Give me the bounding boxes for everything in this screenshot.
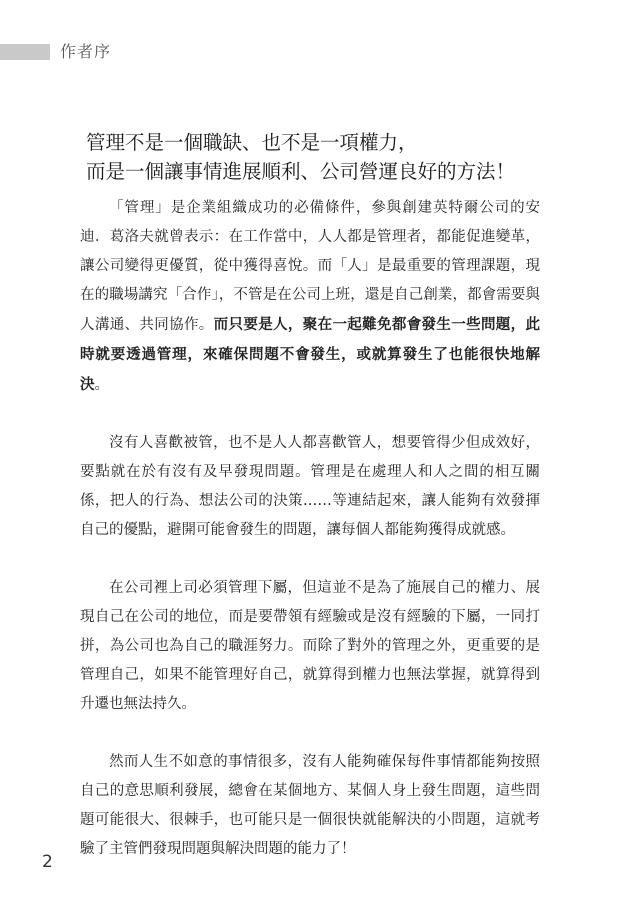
page-number: 2 <box>42 852 53 872</box>
title-line-2: 而是一個讓事情進展順利、公司營運良好的方法！ <box>86 160 516 183</box>
paragraph-4: 然而人生不如意的事情很多，沒有人能夠確保每件事情都能夠按照自己的意思順利發展，總會在某個地方、某個人身上發生問題，這些問題可能很大、很棘手，也可能只是一個很快就能解決的小問題，這就考驗了主管們發現問題與解決問題的能力了！ <box>80 754 540 857</box>
title-line-1: 管理不是一個職缺、也不是一項權力， <box>86 131 418 154</box>
paragraph-2: 沒有人喜歡被管，也不是人人都喜歡管人，想要管得少但成效好，要點就在於有沒有及早發現問題。管理是在處理人和人之間的相互關係，把人的行為、想法公司的決策……等連結起來，讓人能夠有效發揮自己的優點，避開可能會發生的問題，讓每個人都能夠獲得成就感。 <box>80 435 540 538</box>
chapter-title <box>86 128 606 186</box>
body-text <box>80 194 540 893</box>
paragraph-3: 在公司裡上司必須管理下屬，但這並不是為了施展自己的權力、展現自己在公司的地位，而是要帶領有經驗或是沒有經驗的下屬，一同打拼，為公司也為自己的職涯努力。而除了對外的管理之外，更重要的是管理自己，如果不能管理好自己，就算得到權力也無法掌握，就算得到升遷也無法持久。 <box>80 580 540 712</box>
paragraph-1-text: 「管理」是企業組織成功的必備條件，參與創建英特爾公司的安迪．葛洛夫就曾表示：在工作當中，人人都是管理者，都能促進變革，讓公司變得更優質，從中獲得喜悅。而「人」是最重要的管理課題，現在的職場講究「合作」，不管是在公司上班，還是自己創業，都會需要與人溝通、共同協作。 <box>80 200 540 333</box>
paragraph-1-end: 。 <box>94 377 109 393</box>
section-label: 作者序 <box>60 42 112 61</box>
section-header-bar <box>0 44 50 60</box>
paragraph-1 <box>80 194 540 400</box>
paragraph-1-emphasis: 而只要是人，聚在一起難免都會發生一些問題，此時就要透過管理，來確保問題不會發生，或就算發生了也能很快地解決 <box>80 316 541 393</box>
